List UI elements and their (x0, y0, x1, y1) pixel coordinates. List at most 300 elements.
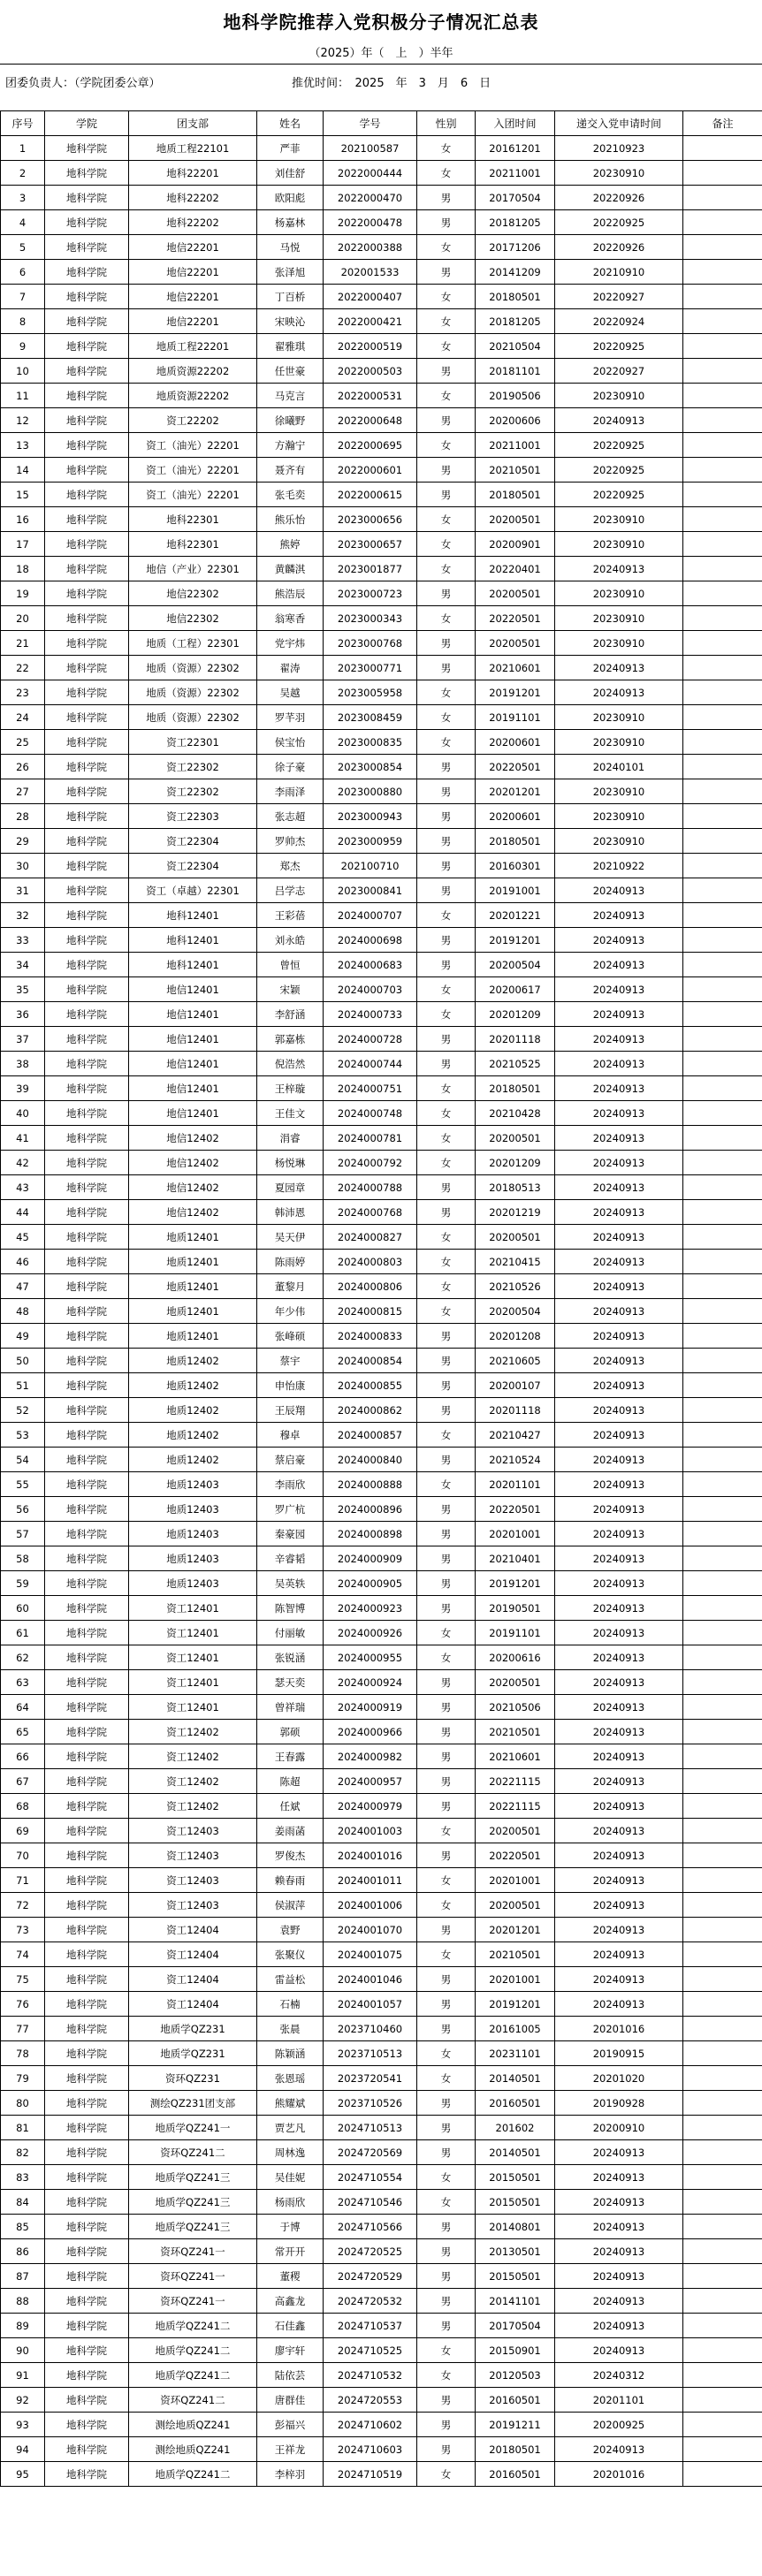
table-row (1, 1769, 762, 1794)
table-cell: 34 (1, 953, 45, 977)
table-cell: 地科学院 (45, 260, 129, 285)
table-cell: 熊婷 (257, 532, 324, 557)
table-cell: 男 (417, 1794, 476, 1819)
table-cell: 2023000854 (324, 755, 417, 779)
table-cell: 2024001075 (324, 1942, 417, 1967)
table-cell: 男 (417, 1720, 476, 1744)
table-cell: 地科学院 (45, 1052, 129, 1076)
table-cell (683, 977, 762, 1002)
table-cell: 女 (417, 1942, 476, 1967)
table-cell: 20211001 (476, 161, 555, 186)
table-cell: 20240913 (555, 1027, 683, 1052)
table-cell: 地信12401 (129, 1052, 257, 1076)
table-cell: 郑杰 (257, 854, 324, 878)
table-cell: 地科学院 (45, 755, 129, 779)
table-cell: 20161201 (476, 136, 555, 161)
table-cell: 2024001011 (324, 1868, 417, 1893)
table-cell: 地质（资源）22302 (129, 656, 257, 680)
table-cell: 2023000943 (324, 804, 417, 829)
table-cell: 地信12402 (129, 1175, 257, 1200)
table-cell: 2024000982 (324, 1744, 417, 1769)
table-cell: 20240913 (555, 2289, 683, 2314)
table-row (1, 705, 762, 730)
table-body (1, 136, 762, 2487)
table-cell (683, 2264, 762, 2289)
table-row (1, 2091, 762, 2116)
table-cell: 2024000748 (324, 1101, 417, 1126)
table-cell: 2024720569 (324, 2140, 417, 2165)
table-cell: 张志超 (257, 804, 324, 829)
table-cell: 地质学QZ241三 (129, 2190, 257, 2215)
table-cell: 资工12402 (129, 1744, 257, 1769)
table-cell: 2024000862 (324, 1398, 417, 1423)
table-cell: 20230910 (555, 779, 683, 804)
col-header: 学院 (45, 111, 129, 136)
table-cell: 2024000888 (324, 1472, 417, 1497)
table-cell: 20210525 (476, 1052, 555, 1076)
table-cell: 任斌 (257, 1794, 324, 1819)
table-cell: 地信22201 (129, 285, 257, 309)
table-cell: 20240913 (555, 2338, 683, 2363)
table-cell (683, 1868, 762, 1893)
table-cell: 资工12402 (129, 1720, 257, 1744)
table-cell: 地科22202 (129, 210, 257, 235)
table-cell: 地科学院 (45, 408, 129, 433)
table-cell: 地科学院 (45, 1076, 129, 1101)
table-cell: 资工12401 (129, 1670, 257, 1695)
table-cell: 2023001877 (324, 557, 417, 581)
table-cell: 20210504 (476, 334, 555, 359)
table-cell: 20210526 (476, 1274, 555, 1299)
table-cell (683, 309, 762, 334)
table-cell: 资工22304 (129, 829, 257, 854)
table-cell: 男 (417, 2289, 476, 2314)
table-row (1, 1027, 762, 1052)
table-cell: 15 (1, 483, 45, 507)
table-cell: 20220924 (555, 309, 683, 334)
table-cell: 20210910 (555, 260, 683, 285)
table-cell: 20170504 (476, 2314, 555, 2338)
table-cell (683, 854, 762, 878)
table-cell: 地科学院 (45, 1942, 129, 1967)
table-row (1, 1744, 762, 1769)
table-cell: 地信12401 (129, 1076, 257, 1101)
table-cell: 地质12401 (129, 1250, 257, 1274)
table-cell: 女 (417, 384, 476, 408)
table-cell: 20150501 (476, 2264, 555, 2289)
table-row (1, 483, 762, 507)
table-cell: 20220926 (555, 235, 683, 260)
table-cell: 女 (417, 507, 476, 532)
table-cell: 20210401 (476, 1546, 555, 1571)
table-cell: 男 (417, 779, 476, 804)
table-cell: 20200601 (476, 730, 555, 755)
table-cell: 地科学院 (45, 878, 129, 903)
table-cell: 女 (417, 1893, 476, 1918)
table-row (1, 1274, 762, 1299)
table-cell (683, 433, 762, 458)
table-cell: 聂齐有 (257, 458, 324, 483)
table-cell: 75 (1, 1967, 45, 1992)
table-cell: 男 (417, 458, 476, 483)
table-cell: 董稷 (257, 2264, 324, 2289)
table-cell: 资环QZ241二 (129, 2140, 257, 2165)
table-cell: 资工12402 (129, 1769, 257, 1794)
table-cell: 20200925 (555, 2413, 683, 2437)
table-cell: 地质学QZ241二 (129, 2462, 257, 2487)
table-row (1, 1645, 762, 1670)
table-cell (683, 260, 762, 285)
table-row (1, 2289, 762, 2314)
table-cell: 女 (417, 2165, 476, 2190)
table-cell: 地科学院 (45, 136, 129, 161)
table-cell: 曾祥瑞 (257, 1695, 324, 1720)
table-cell: 10 (1, 359, 45, 384)
table-cell (683, 1918, 762, 1942)
table-cell: 地科学院 (45, 1868, 129, 1893)
table-cell: 2024000768 (324, 1200, 417, 1225)
table-cell: 翁寒香 (257, 606, 324, 631)
table-cell: 20201118 (476, 1398, 555, 1423)
table-row (1, 2388, 762, 2413)
table-cell: 35 (1, 977, 45, 1002)
table-cell: 曾恒 (257, 953, 324, 977)
table-cell: 20120503 (476, 2363, 555, 2388)
table-cell: 地科学院 (45, 1670, 129, 1695)
table-cell: 地科学院 (45, 730, 129, 755)
table-row (1, 2239, 762, 2264)
table-cell: 20240913 (555, 1893, 683, 1918)
table-cell: 陈雨婷 (257, 1250, 324, 1274)
table-cell: 李梓羽 (257, 2462, 324, 2487)
table-cell: 资工22202 (129, 408, 257, 433)
table-cell (683, 1299, 762, 1324)
table-cell: 20140501 (476, 2140, 555, 2165)
table-cell: 王辰翔 (257, 1398, 324, 1423)
table-cell: 20240913 (555, 1052, 683, 1076)
table-cell: 男 (417, 2239, 476, 2264)
table-row (1, 186, 762, 210)
table-row (1, 928, 762, 953)
table-cell: 20181205 (476, 210, 555, 235)
table-cell: 地质资源22202 (129, 384, 257, 408)
table-row (1, 458, 762, 483)
table-cell: 20200606 (476, 408, 555, 433)
table-cell: 20220925 (555, 334, 683, 359)
table-cell: 2022000601 (324, 458, 417, 483)
table-cell: 张锐涵 (257, 1645, 324, 1670)
table-row (1, 1250, 762, 1274)
table-row (1, 1843, 762, 1868)
table-cell: 高鑫龙 (257, 2289, 324, 2314)
col-header: 序号 (1, 111, 45, 136)
table-cell: 20230910 (555, 804, 683, 829)
table-cell: 地科学院 (45, 2041, 129, 2066)
table-cell: 地信22201 (129, 260, 257, 285)
table-cell: 2023710526 (324, 2091, 417, 2116)
table-cell: 地科学院 (45, 1843, 129, 1868)
table-cell: 20210506 (476, 1695, 555, 1720)
table-cell: 20191101 (476, 1621, 555, 1645)
table-cell: 地质12403 (129, 1546, 257, 1571)
table-cell: 地科学院 (45, 2165, 129, 2190)
table-cell: 20210601 (476, 1744, 555, 1769)
table-cell: 2024001057 (324, 1992, 417, 2017)
table-row (1, 606, 762, 631)
table-cell: 女 (417, 1101, 476, 1126)
table-cell (683, 1274, 762, 1299)
table-row (1, 1794, 762, 1819)
table-cell: 20220501 (476, 606, 555, 631)
table-cell: 20160501 (476, 2091, 555, 2116)
table-cell: 2022000695 (324, 433, 417, 458)
table-cell: 资工22301 (129, 730, 257, 755)
table-cell: 20201016 (555, 2462, 683, 2487)
table-cell: 张晨 (257, 2017, 324, 2041)
table-cell: 2023000768 (324, 631, 417, 656)
table-cell (683, 1101, 762, 1126)
table-cell: 4 (1, 210, 45, 235)
table-cell: 20240913 (555, 1794, 683, 1819)
table-cell: 57 (1, 1522, 45, 1546)
table-cell: 女 (417, 2363, 476, 2388)
table-cell: 地质12403 (129, 1571, 257, 1596)
table-cell: 27 (1, 779, 45, 804)
table-cell: 2024000815 (324, 1299, 417, 1324)
table-cell: 地科学院 (45, 210, 129, 235)
table-cell: 20240913 (555, 1769, 683, 1794)
table-cell: 20240913 (555, 1992, 683, 2017)
table-cell: 宋映沁 (257, 309, 324, 334)
col-header: 递交入党申请时间 (555, 111, 683, 136)
table-cell: 201602 (476, 2116, 555, 2140)
table-cell: 72 (1, 1893, 45, 1918)
table-cell: 20141101 (476, 2289, 555, 2314)
table-cell: 资工12404 (129, 1992, 257, 2017)
table-cell: 65 (1, 1720, 45, 1744)
table-row (1, 1621, 762, 1645)
table-cell: 地科学院 (45, 581, 129, 606)
table-cell: 2024000926 (324, 1621, 417, 1645)
table-cell (683, 1027, 762, 1052)
table-cell: 董黎月 (257, 1274, 324, 1299)
table-cell: 2024001046 (324, 1967, 417, 1992)
table-cell: 86 (1, 2239, 45, 2264)
table-cell: 资工12403 (129, 1893, 257, 1918)
table-row (1, 903, 762, 928)
table-row (1, 309, 762, 334)
table-cell: 黄麟淇 (257, 557, 324, 581)
table-cell: 资工12403 (129, 1843, 257, 1868)
table-cell: 地科学院 (45, 1819, 129, 1843)
table-cell: 56 (1, 1497, 45, 1522)
table-cell: 女 (417, 2462, 476, 2487)
table-cell: 倪浩然 (257, 1052, 324, 1076)
table-cell (683, 1819, 762, 1843)
table-cell: 地科学院 (45, 2116, 129, 2140)
table-cell: 20220401 (476, 557, 555, 581)
table-cell: 男 (417, 1349, 476, 1373)
table-cell: 20200501 (476, 581, 555, 606)
table-cell: 王梓璇 (257, 1076, 324, 1101)
table-cell: 202100587 (324, 136, 417, 161)
table-cell: 20240913 (555, 2140, 683, 2165)
table-row (1, 1373, 762, 1398)
table-row (1, 631, 762, 656)
table-cell: 20220501 (476, 1843, 555, 1868)
table-cell: 刘佳舒 (257, 161, 324, 186)
table-cell: 43 (1, 1175, 45, 1200)
table-row (1, 1324, 762, 1349)
table-cell (683, 2140, 762, 2165)
table-cell: 20200504 (476, 1299, 555, 1324)
table-cell: 70 (1, 1843, 45, 1868)
table-cell (683, 1596, 762, 1621)
table-cell: 2022000615 (324, 483, 417, 507)
table-cell: 20230910 (555, 532, 683, 557)
table-cell: 25 (1, 730, 45, 755)
table-cell: 20240913 (555, 1175, 683, 1200)
table-cell: 罗广杭 (257, 1497, 324, 1522)
table-cell: 地科学院 (45, 1571, 129, 1596)
table-cell: 陈颖涵 (257, 2041, 324, 2066)
table-cell: 地质12401 (129, 1225, 257, 1250)
table-cell: 女 (417, 1868, 476, 1893)
table-cell: 地科学院 (45, 1151, 129, 1175)
table-row (1, 755, 762, 779)
table-row (1, 334, 762, 359)
table-cell: 女 (417, 557, 476, 581)
table-row (1, 1126, 762, 1151)
table-cell: 徐子豪 (257, 755, 324, 779)
table-cell: 地科22301 (129, 507, 257, 532)
table-cell: 2023000880 (324, 779, 417, 804)
table-row (1, 1423, 762, 1448)
table-cell (683, 2338, 762, 2363)
table-cell: 20210501 (476, 458, 555, 483)
table-cell: 20220925 (555, 210, 683, 235)
table-cell: 60 (1, 1596, 45, 1621)
table-cell (683, 2413, 762, 2437)
table-cell: 地科12401 (129, 903, 257, 928)
table-row (1, 2264, 762, 2289)
table-cell: 20220927 (555, 359, 683, 384)
table-cell: 2024000751 (324, 1076, 417, 1101)
table-cell (683, 1472, 762, 1497)
table-row (1, 1670, 762, 1695)
table-cell: 地质（工程）22301 (129, 631, 257, 656)
table-cell: 2024710519 (324, 2462, 417, 2487)
table-cell: 辛睿韬 (257, 1546, 324, 1571)
table-cell: 资工（卓越）22301 (129, 878, 257, 903)
table-cell: 地科学院 (45, 2289, 129, 2314)
table-cell: 78 (1, 2041, 45, 2066)
table-cell: 20230910 (555, 507, 683, 532)
table-cell: 20200501 (476, 1225, 555, 1250)
table-cell: 17 (1, 532, 45, 557)
table-cell: 女 (417, 309, 476, 334)
table-cell: 23 (1, 680, 45, 705)
table-cell: 地科学院 (45, 507, 129, 532)
table-cell: 20210415 (476, 1250, 555, 1274)
table-cell: 20240312 (555, 2363, 683, 2388)
table-cell: 地科学院 (45, 1175, 129, 1200)
table-cell: 20160301 (476, 854, 555, 878)
table-cell (683, 285, 762, 309)
table-cell: 20240913 (555, 1398, 683, 1423)
table-cell: 男 (417, 581, 476, 606)
table-cell: 秦豪园 (257, 1522, 324, 1546)
table-cell: 地科学院 (45, 953, 129, 977)
table-cell: 2022000407 (324, 285, 417, 309)
table-row (1, 384, 762, 408)
table-cell: 男 (417, 1398, 476, 1423)
table-cell: 2022000388 (324, 235, 417, 260)
table-row (1, 1200, 762, 1225)
table-cell: 20240913 (555, 1621, 683, 1645)
table-row (1, 829, 762, 854)
table-cell: 地科学院 (45, 1423, 129, 1448)
table-cell: 20240913 (555, 1670, 683, 1695)
table-cell: 76 (1, 1992, 45, 2017)
table-cell (683, 1398, 762, 1423)
table-cell: 14 (1, 458, 45, 483)
table-row (1, 1522, 762, 1546)
table-cell: 女 (417, 1002, 476, 1027)
table-cell: 32 (1, 903, 45, 928)
table-row (1, 953, 762, 977)
table-cell: 20240913 (555, 680, 683, 705)
table-cell: 地科学院 (45, 2363, 129, 2388)
table-cell: 资工12404 (129, 1967, 257, 1992)
table-cell (683, 161, 762, 186)
table-cell: 地质（资源）22302 (129, 680, 257, 705)
table-cell (683, 334, 762, 359)
table-cell: 夏园章 (257, 1175, 324, 1200)
table-row (1, 1175, 762, 1200)
table-cell: 男 (417, 1546, 476, 1571)
table-cell: 韩沛恩 (257, 1200, 324, 1225)
table-cell: 20240913 (555, 1819, 683, 1843)
table-cell: 男 (417, 878, 476, 903)
table-cell: 年少伟 (257, 1299, 324, 1324)
table-cell (683, 1843, 762, 1868)
table-cell: 地科学院 (45, 1645, 129, 1670)
table-row (1, 1052, 762, 1076)
table-cell: 20201221 (476, 903, 555, 928)
table-cell (683, 186, 762, 210)
table-cell: 测绘QZ231团支部 (129, 2091, 257, 2116)
table-cell: 20181101 (476, 359, 555, 384)
table-cell: 地质学QZ241三 (129, 2215, 257, 2239)
table-cell: 男 (417, 186, 476, 210)
table-cell: 男 (417, 2437, 476, 2462)
table-row (1, 2314, 762, 2338)
table-cell: 翟雅琪 (257, 334, 324, 359)
table-cell: 资工12404 (129, 1942, 257, 1967)
table-cell: 20201209 (476, 1002, 555, 1027)
sheet-title: 地科学院推荐入党积极分子情况汇总表 (223, 11, 539, 33)
table-cell: 73 (1, 1918, 45, 1942)
table-cell: 20240913 (555, 903, 683, 928)
table-cell (683, 1373, 762, 1398)
table-cell: 地科学院 (45, 804, 129, 829)
table-cell: 20200910 (555, 2116, 683, 2140)
table-cell: 2024710566 (324, 2215, 417, 2239)
table-cell: 2024710513 (324, 2116, 417, 2140)
table-cell: 20240913 (555, 1299, 683, 1324)
table-row (1, 1967, 762, 1992)
